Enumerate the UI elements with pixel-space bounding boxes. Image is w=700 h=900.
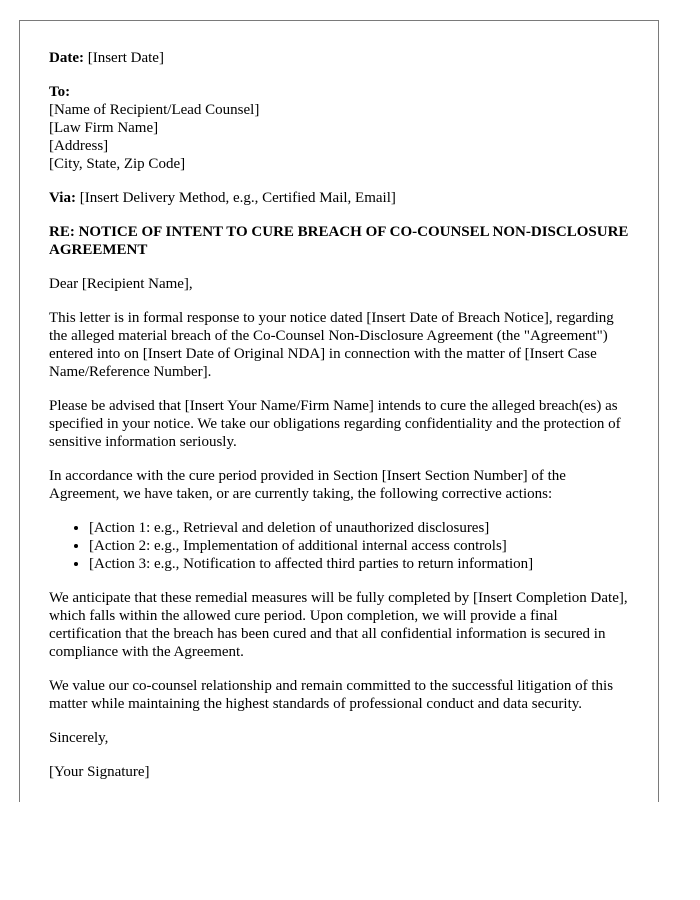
via-line [49, 189, 629, 207]
paragraph-intent: Please be advised that [Insert Your Name/Firm Name] intends to cure the alleged breach(es) as specified in your notice. We take our obligations regarding confidentiality and the protection of sensitive information seriously. [49, 398, 621, 450]
via-label: Via: [49, 190, 76, 206]
date-label: Date: [49, 50, 84, 66]
date-value: [Insert Date] [87, 50, 164, 66]
recipient-block [49, 83, 629, 173]
list-item: • [Action 2: e.g., Implementation of additional internal access controls] [89, 537, 629, 555]
recipient-address: [Address] [49, 138, 109, 154]
paragraph-cure-period: In accordance with the cure period provided in Section [Insert Section Number] of the Agreement, we have taken, or are currently taking, the following corrective actions: [49, 468, 566, 502]
closing: Sincerely, [49, 730, 109, 746]
paragraph-completion: We anticipate that these remedial measures will be fully completed by [Insert Completion Date], which falls within the allowed cure period. Upon completion, we will provide a final certification that the breach has been cured and that all confidential information is secured in compliance with the Agreement. [49, 590, 628, 660]
salutation: Dear [Recipient Name], [49, 276, 193, 292]
letter-page [19, 20, 659, 802]
via-value: [Insert Delivery Method, e.g., Certified Mail, Email] [79, 190, 396, 206]
paragraph-response: This letter is in formal response to your notice dated [Insert Date of Breach Notice], regarding the alleged material breach of the Co-Counsel Non-Disclosure Agreement (the "Agreement") entered into on [Insert Date of Original NDA] in connection with the matter of [Insert Case Name/Reference Number]. [49, 310, 614, 380]
paragraph-relationship: We value our co-counsel relationship and remain committed to the successful litigation of this matter while maintaining the highest standards of professional conduct and data security. [49, 678, 614, 712]
to-label: To: [49, 84, 71, 100]
recipient-city-state-zip: [City, State, Zip Code] [49, 156, 186, 172]
date-line [49, 49, 629, 67]
list-item: • [Action 1: e.g., Retrieval and deletion of unauthorized disclosures] [89, 519, 629, 537]
signature: [Your Signature] [49, 764, 150, 780]
corrective-actions-list [49, 519, 629, 573]
list-item: • [Action 3: e.g., Notification to affected third parties to return information] [89, 555, 629, 573]
recipient-name: [Name of Recipient/Lead Counsel] [49, 102, 260, 118]
subject-line: RE: NOTICE OF INTENT TO CURE BREACH OF CO-COUNSEL NON-DISCLOSURE AGREEMENT [49, 224, 629, 258]
recipient-firm: [Law Firm Name] [49, 120, 159, 136]
